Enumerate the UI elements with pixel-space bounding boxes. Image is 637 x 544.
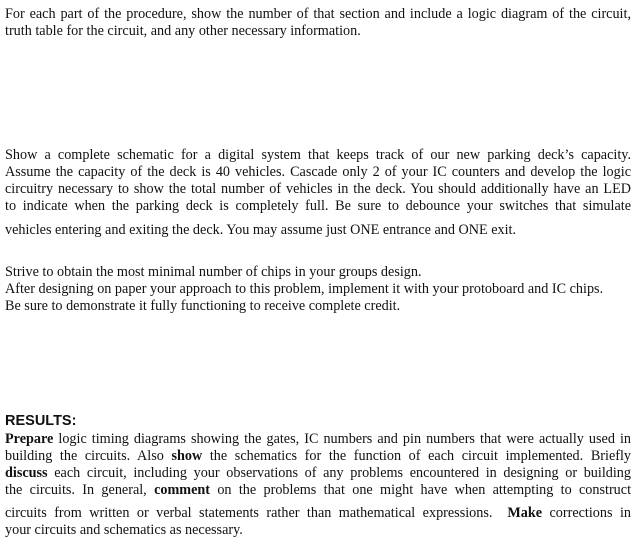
results-line-2-text-a: building the circuits. Also bbox=[5, 448, 172, 464]
assignment-line-4: to indicate when the parking deck is completely full. Be sure to debounce your switches that simulate bbox=[5, 198, 631, 214]
results-line-3 bbox=[5, 465, 631, 482]
results-paragraph bbox=[5, 431, 631, 539]
instructions-paragraph bbox=[5, 264, 631, 315]
results-line-4 bbox=[5, 482, 631, 499]
results-line-1-text: logic timing diagrams showing the gates, IC numbers and pin numbers that were actually used in bbox=[53, 431, 631, 447]
results-line-5 bbox=[5, 505, 631, 522]
results-keyword-make: Make bbox=[507, 505, 543, 521]
results-keyword-comment: comment bbox=[154, 482, 211, 498]
instructions-line-1: Strive to obtain the most minimal number of chips in your groups design. bbox=[5, 264, 422, 280]
results-line-2-text-b: the schematics for the function of each circuit implemented. Briefly bbox=[202, 448, 632, 464]
assignment-line-1: Show a complete schematic for a digital system that keeps track of our new parking deck’s capacity. bbox=[5, 147, 631, 163]
assignment-line-3: circuitry necessary to show the total number of vehicles in the deck. You should additionally have an LED bbox=[5, 181, 631, 197]
instructions-line-3: Be sure to demonstrate it fully functioning to receive complete credit. bbox=[5, 298, 401, 314]
results-keyword-prepare: Prepare bbox=[5, 431, 54, 447]
results-line-3-text: each circuit, including your observations of any problems encountered in designing or building bbox=[47, 465, 631, 481]
assignment-line-5: vehicles entering and exiting the deck. You may assume just ONE entrance and ONE exit. bbox=[5, 222, 517, 238]
instructions-line-2: After designing on paper your approach to this problem, implement it with your protoboard and IC chips. bbox=[5, 281, 604, 297]
intro-line-2: truth table for the circuit, and any other necessary information. bbox=[5, 23, 361, 39]
results-line-6: your circuits and schematics as necessary. bbox=[5, 522, 243, 538]
assignment-paragraph bbox=[5, 147, 631, 239]
results-line-4-text-a: the circuits. In general, bbox=[5, 482, 155, 498]
results-keyword-discuss: discuss bbox=[5, 465, 48, 481]
results-line-5-text-b: corrections in bbox=[542, 505, 631, 521]
results-line-2 bbox=[5, 448, 631, 465]
results-line-5-text-a: circuits from written or verbal statements rather than mathematical expressions. bbox=[5, 505, 508, 521]
intro-paragraph bbox=[5, 6, 631, 40]
results-keyword-show: show bbox=[171, 448, 203, 464]
results-heading: RESULTS: bbox=[5, 413, 77, 429]
intro-line-1: For each part of the procedure, show the number of that section and include a logic diagram of the circuit, bbox=[5, 6, 631, 22]
assignment-line-2: Assume the capacity of the deck is 40 vehicles. Cascade only 2 of your IC counters and develop the logic bbox=[5, 164, 631, 180]
results-line-4-text-b: on the problems that one might have when attempting to construct bbox=[210, 482, 632, 498]
results-line-1 bbox=[5, 431, 631, 448]
